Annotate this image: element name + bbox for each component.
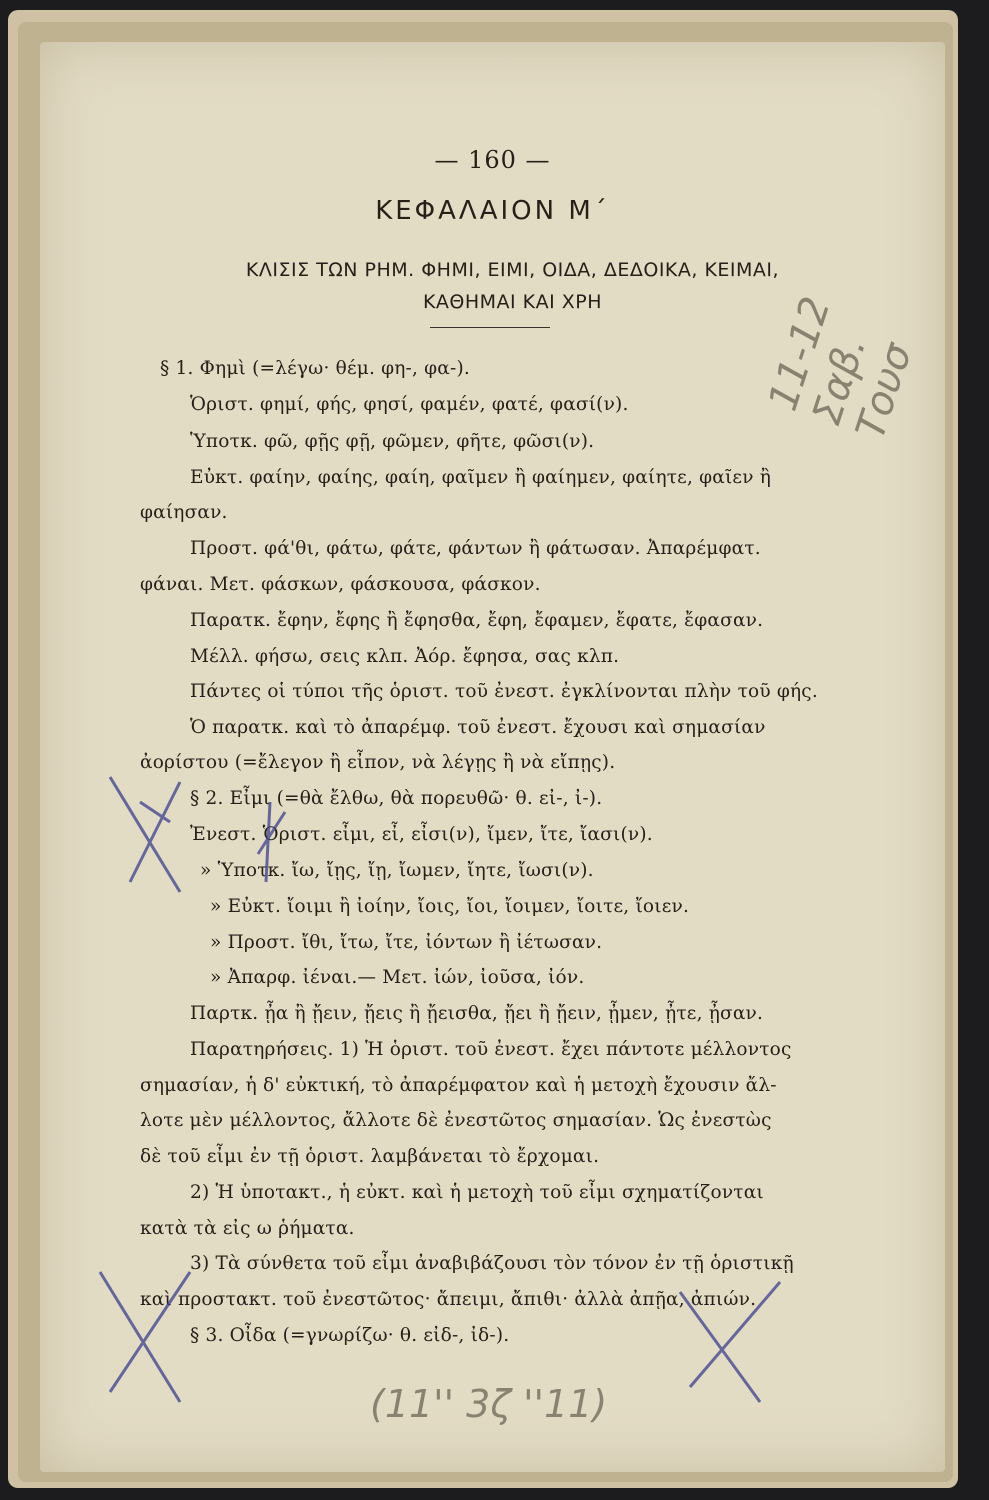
bottom-handwriting: (11'' 3ζ ''11) [370, 1382, 608, 1426]
text-line: Προστ. φά'θι, φάτω, φάτε, φάντων ἢ φάτωσαν. Ἀπαρέμφατ. [190, 538, 761, 559]
page-number: — 160 — [434, 146, 551, 174]
text-line: » Ἀπαρφ. ἰέναι.— Μετ. ἰών, ἰοῦσα, ἰόν. [210, 967, 585, 988]
text-line: Ὁριστ. φημί, φής, φησί, φαμέν, φατέ, φασί(ν). [190, 394, 629, 415]
text-line: Ὁ παρατκ. καὶ τὸ ἀπαρέμφ. τοῦ ἐνεστ. ἔχουσι καὶ σημασίαν [190, 717, 766, 738]
cross-mark [110, 777, 180, 892]
pencil-marks [40, 42, 945, 1472]
text-line: § 1. Φημὶ (=λέγω· θέμ. φη-, φα-). [160, 358, 470, 379]
text-line: 2) Ἡ ὑποτακτ., ἡ εὐκτ. καὶ ἡ μετοχὴ τοῦ εἶμι σχηματίζονται [190, 1182, 764, 1203]
cross-mark [130, 782, 180, 882]
text-line: Παρτκ. ᾖα ἢ ᾔειν, ᾔεις ἢ ᾔεισθα, ᾔει ἢ ᾔειν, ᾖμεν, ᾖτε, ᾖσαν. [190, 1003, 764, 1024]
cross-mark [100, 1272, 180, 1402]
chapter-title: ΚΕΦΑΛΑΙΟΝ Μ΄ [375, 196, 610, 226]
text-line: Ἐνεστ. Ὁριστ. εἶμι, εἶ, εἶσι(ν), ἴμεν, ἴτε, ἴασι(ν). [190, 824, 653, 845]
margin-handwriting: 11-12 Σαβ. Τουσ [760, 291, 922, 445]
book-page [40, 42, 945, 1472]
cross-mark [690, 1282, 780, 1387]
text-line: » Ὑποτκ. ἴω, ἴῃς, ἴῃ, ἴωμεν, ἴητε, ἴωσι(ν). [200, 860, 594, 881]
text-line: κατὰ τὰ εἰς ω ῥήματα. [140, 1218, 355, 1239]
text-line: καὶ προστακτ. τοῦ ἐνεστῶτος· ἄπειμι, ἄπιθι· ἀλλὰ ἀπῇα, ἀπιών. [140, 1289, 757, 1310]
pencil-stroke [258, 812, 285, 854]
text-line: § 2. Εἶμι (=θὰ ἔλθω, θὰ πορευθῶ· θ. εἰ-, ἰ-). [190, 788, 603, 809]
text-line: Παρατηρήσεις. 1) Ἡ ὁριστ. τοῦ ἐνεστ. ἔχει πάντοτε μέλλοντος [190, 1039, 792, 1060]
text-line: Πάντες οἱ τύποι τῆς ὁριστ. τοῦ ἐνεστ. ἐγκλίνονται πλὴν τοῦ φής. [190, 681, 818, 702]
cross-mark [110, 1272, 190, 1392]
text-line: » Προστ. ἴθι, ἴτω, ἴτε, ἰόντων ἢ ἰέτωσαν. [210, 932, 603, 953]
text-line: φάναι. Μετ. φάσκων, φάσκουσα, φάσκον. [140, 574, 541, 595]
text-line: 3) Τὰ σύνθετα τοῦ εἶμι ἀναβιβάζουσι τὸν τόνον ἐν τῇ ὁριστικῇ [190, 1253, 794, 1274]
text-line: φαίησαν. [140, 502, 228, 523]
text-line: Παρατκ. ἔφην, ἔφης ἢ ἔφησθα, ἔφη, ἔφαμεν, ἔφατε, ἔφασαν. [190, 610, 764, 631]
text-line: ἀορίστου (=ἔλεγον ἢ εἶπον, νὰ λέγῃς ἢ νὰ εἴπῃς). [140, 752, 616, 773]
text-line: » Εὐκτ. ἴοιμι ἢ ἰοίην, ἴοις, ἴοι, ἴοιμεν, ἴοιτε, ἴοιεν. [210, 896, 690, 917]
text-line: σημασίαν, ἡ δ' εὐκτική, τὸ ἀπαρέμφατον καὶ ἡ μετοχὴ ἔχουσιν ἄλ- [140, 1075, 777, 1096]
subtitle-line-1: ΚΛΙΣΙΣ ΤΩΝ ΡΗΜ. ΦΗΜΙ, ΕΙΜΙ, ΟΙΔΑ, ΔΕΔΟΙΚΑ, ΚΕΙΜΑΙ, [245, 259, 780, 281]
text-line: § 3. Οἶδα (=γνωρίζω· θ. εἰδ-, ἰδ-). [190, 1325, 510, 1346]
text-line: Εὐκτ. φαίην, φαίης, φαίη, φαῖμεν ἢ φαίημεν, φαίητε, φαῖεν ἢ [190, 467, 772, 488]
text-line: Ὑποτκ. φῶ, φῇς φῇ, φῶμεν, φῆτε, φῶσι(ν). [190, 431, 595, 452]
text-line: λοτε μὲν μέλλοντος, ἄλλοτε δὲ ἐνεστῶτος σημασίαν. Ὡς ἐνεστὼς [140, 1110, 772, 1131]
subtitle-line-2: ΚΑΘΗΜΑΙ ΚΑΙ ΧΡΗ [422, 291, 603, 313]
text-line: δὲ τοῦ εἶμι ἐν τῇ ὁριστ. λαμβάνεται τὸ ἔρχομαι. [140, 1146, 600, 1167]
text-line: Μέλλ. φήσω, σεις κλπ. Ἀόρ. ἔφησα, σας κλπ. [190, 646, 620, 667]
